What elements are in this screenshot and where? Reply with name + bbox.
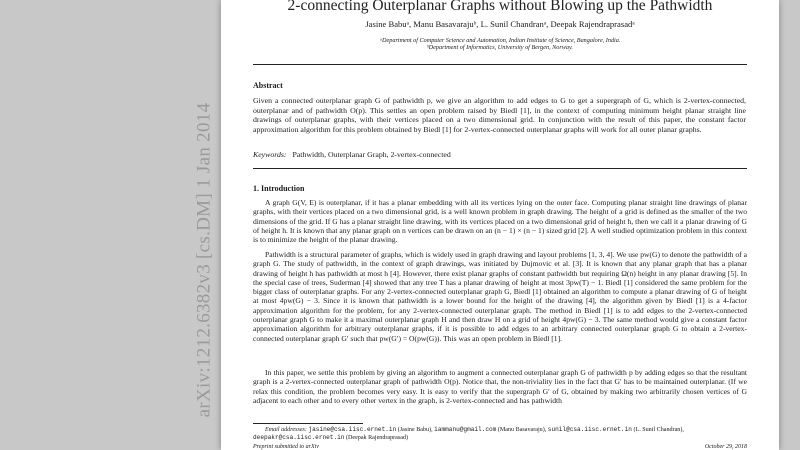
keywords-line: [253, 150, 451, 159]
paper-title: 2-connecting Outerplanar Graphs without Blowing up the Pathwidth: [287, 0, 713, 14]
divider-bottom: [253, 168, 747, 169]
arxiv-identifier: [184, 102, 224, 418]
intro-paragraph-3-text: In this paper, we settle this problem by giving an algorithm to augment a connected outerplanar graph G of pathwidth p by adding edges so that the resultant graph is a 2-vertex-connected outerplanar graph of pathwidth O(p). Notice that, the non-triviality lies in the fact that G′ has to be maintained outerplanar. (If we relax this condition, the problem becomes very easy. It is easy to verify that the supergraph G′ of G, obtained by making two arbitrarily chosen vertices of G adjacent to each other and to every other vertex in the graph, is 2-vertex-connected and has pathwidth: [253, 368, 747, 405]
email-3-name: (L. Sunil Chandran),: [633, 427, 684, 433]
email-4-name: (Deepak Rajendraprasad): [345, 435, 409, 442]
author-list: Jasine Babuᵃ, Manu Basavarajuᵇ, L. Sunil Chandranᵃ, Deepak Rajendraprasadᵃ: [365, 19, 635, 29]
preprint-note: Preprint submitted to arXiv: [253, 444, 319, 450]
intro-paragraph-1-text: A graph G(V, E) is outerplanar, if it has a planar embedding with all its vertices lying on the outer face. Computing planar straight line drawings of planar graphs, with their vertices placed on a two dimensional grid, is a well known problem in graph drawing. The height of a grid is defined as the smaller of the two dimensions of the grid. If G has a planar straight line drawing, with its vertices placed on a two dimensional grid of height h, then we call it a planar drawing of G of height h. It is known that any planar graph on n vertices can be drawn on an (n − 1) × (n − 1) sized grid [2]. A well studied optimization problem in this context is to minimize the height of the planar drawing.: [253, 198, 747, 245]
footnote-label: Email addresses:: [265, 427, 307, 433]
intro-paragraph-1: [253, 198, 747, 244]
section-heading-introduction: 1. Introduction: [253, 184, 305, 193]
email-2-name: (Manu Basavaraju),: [497, 427, 547, 433]
affiliation-a: ᵃDepartment of Computer Science and Automation, Indian Institute of Science, Bangalore, India.: [379, 37, 621, 44]
divider-top: [253, 64, 747, 65]
email-3[interactable]: sunil@csa.iisc.ernet.in: [547, 426, 632, 433]
email-1[interactable]: jasine@csa.iisc.ernet.in: [308, 426, 397, 433]
abstract-text: Given a connected outerplanar graph G of pathwidth p, we give an algorithm to add edges to G to get a supergraph of G, which is 2-vertex-connected, outerplanar and of pathwidth O(p). This settles an open problem raised by Biedl [1], in the context of computing minimum height planar straight line drawings of outerplanar graphs, with their vertices placed on a two dimensional grid. In conjunction with the result of this paper, the constant factor approximation algorithm for this problem obtained by Biedl [1] for 2-vertex-connected outerplanar graphs will work for all outer planar graphs.: [253, 96, 746, 134]
footnote-emails: [253, 426, 747, 443]
intro-paragraph-2-text: Pathwidth is a structural parameter of graphs, which is widely used in graph drawing and layout problems [1, 3, 4]. We use pw(G) to denote the pathwidth of a graph G. The study of pathwidth, in the context of graph drawings, was initiated by Dujmovic et al. [3]. It is known that any planar graph that has a planar drawing of height h has pathwidth at most h [4]. However, there exist planar graphs of constant pathwidth but requiring Ω(n) height in any planar drawing [5]. In the special case of trees, Suderman [4] showed that any tree T has a planar drawing of height at most 3pw(T) − 1. Biedl [1] considered the same problem for the bigger class of outerplanar graphs. For any 2-vertex-connected outerplanar graph G, Biedl [1] obtained an algorithm to compute a planar drawing of G of height at most 4pw(G) − 3. Since it is known that pathwidth is a lower bound for the height of the drawing [4], the algorithm given by Biedl [1] is a 4-factor approximation algorithm for the problem, for any 2-vertex-connected outerplanar graph. The method in Biedl [1] is to add edges to the 2-vertex-connected outerplanar graph G to make it a maximal outerplanar graph H and then draw H on a grid of height 4pw(G) − 3. The same method would give a constant factor approximation algorithm for arbitrary outerplanar graphs, if it is possible to add edges to an arbitrary connected outerplanar graph G to obtain a 2-vertex-connected outerplanar graph G′ such that pw(G′) = O(pw(G)). This was an open problem in Biedl [1].: [253, 250, 747, 343]
email-4[interactable]: deepakr@csa.iisc.ernet.in: [253, 434, 345, 442]
email-1-name: (Jasine Babu),: [397, 427, 433, 433]
arxiv-identifier-text: arXiv:1212.6382v3 [cs.DM] 1 Jan 2014: [193, 102, 215, 418]
affiliation-b: ᵇDepartment of Informatics, University of Bergen, Norway.: [427, 44, 573, 51]
intro-paragraph-2: [253, 250, 747, 343]
abstract-heading: Abstract: [253, 81, 283, 90]
paper-page: [221, 0, 779, 450]
keywords-label: Keywords:: [253, 150, 287, 159]
intro-paragraph-3: [253, 368, 747, 405]
footnote-rule: [253, 423, 363, 424]
email-2[interactable]: iammanu@gmail.com: [434, 426, 497, 433]
keywords-values: Pathwidth, Outerplanar Graph, 2-vertex-connected: [292, 150, 451, 159]
preprint-date: October 29, 2018: [704, 444, 747, 450]
